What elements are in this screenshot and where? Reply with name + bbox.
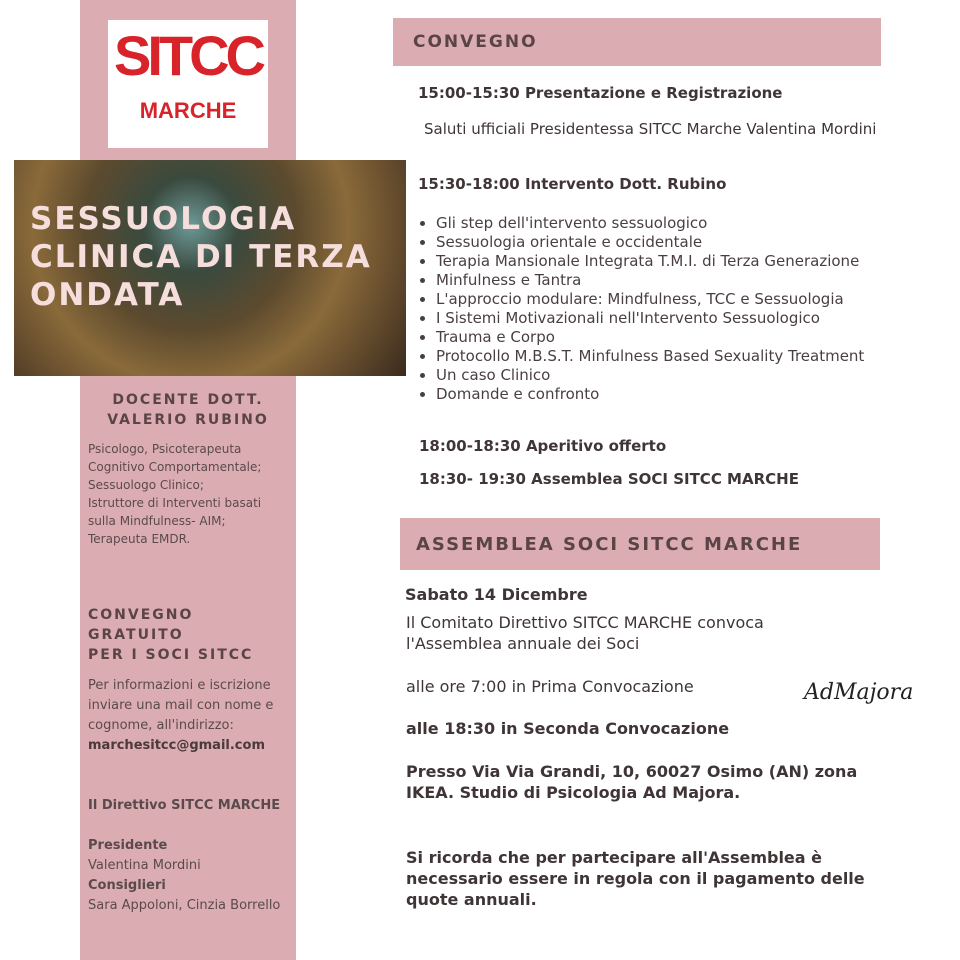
convegno-header-text: CONVEGNO — [413, 32, 538, 52]
free-title-line: PER I SOCI SITCC — [88, 647, 254, 663]
contact-text: Per informazioni e iscrizione inviare una mail con nome e cognome, all'indirizzo: — [88, 678, 274, 733]
schedule-slot: 15:30-18:00 Intervento Dott. Rubino — [418, 175, 727, 193]
councillors-label: Consiglieri — [88, 878, 166, 893]
board-title: Il Direttivo SITCC MARCHE — [88, 798, 281, 813]
topic-item: • Un caso Clinico — [436, 366, 938, 385]
convocation-text: Il Comitato Direttivo SITCC MARCHE convoca l'Assemblea annuale dei Soci — [406, 613, 764, 653]
councillors-names: Sara Appoloni, Cinzia Borrello — [88, 898, 281, 913]
assembly-date: Sabato 14 Dicembre — [405, 585, 588, 604]
logo-sub: MARCHE — [139, 98, 237, 123]
topic-item: • Minfulness e Tantra — [436, 271, 938, 290]
free-title-line: GRATUITO — [88, 627, 184, 643]
topic-item: • Trauma e Corpo — [436, 328, 938, 347]
bio-line: Cognitivo Comportamentale; — [88, 460, 262, 474]
teacher-title — [88, 390, 288, 430]
ad-majora-logo — [804, 680, 913, 705]
teacher-bio — [88, 440, 294, 548]
topic-item: • Protocollo M.B.S.T. Minfulness Based Sexuality Treatment — [436, 347, 938, 366]
hero-image — [14, 160, 406, 376]
topic-item: • Sessuologia orientale e occidentale — [436, 233, 938, 252]
greeting: Saluti ufficiali Presidentessa SITCC Marche Valentina Mordini — [424, 120, 877, 138]
schedule-slot: 18:30- 19:30 Assemblea SOCI SITCC MARCHE — [419, 470, 799, 488]
hero-title: SESSUOLOGIA CLINICA DI TERZA ONDATA — [30, 201, 372, 313]
second-call: alle 18:30 in Seconda Convocazione — [406, 719, 730, 738]
teacher-title-text: DOCENTE DOTT. VALERIO RUBINO — [107, 392, 269, 428]
schedule-slot: 18:00-18:30 Aperitivo offerto — [419, 437, 667, 455]
bio-line: Terapeuta EMDR. — [88, 532, 191, 546]
logo-main: SITCC — [114, 24, 262, 87]
bio-line: Psicologo, Psicoterapeuta — [88, 442, 242, 456]
first-call: alle ore 7:00 in Prima Convocazione — [406, 677, 694, 696]
sitcc-logo — [108, 20, 268, 148]
free-title-line: CONVEGNO — [88, 607, 194, 623]
president-label: Presidente — [88, 838, 168, 853]
contact-info — [88, 676, 294, 756]
topic-item: • I Sistemi Motivazionali nell'Intervento Sessuologico — [436, 309, 938, 328]
bio-line: Sessuologo Clinico; — [88, 478, 204, 492]
assemblea-header — [400, 518, 880, 570]
board — [88, 796, 294, 916]
topic-item: • Gli step dell'intervento sessuologico — [436, 214, 938, 233]
venue: Presso Via Via Grandi, 10, 60027 Osimo (AN) zona IKEA. Studio di Psicologia Ad Majora. — [406, 762, 858, 802]
contact-email[interactable]: marchesitcc@gmail.com — [88, 738, 265, 753]
topic-item: • L'approccio modulare: Mindfulness, TCC e Sessuologia — [436, 290, 938, 309]
president-name: Valentina Mordini — [88, 858, 201, 873]
free-event-title — [88, 605, 294, 665]
assemblea-header-text: ASSEMBLEA SOCI SITCC MARCHE — [416, 533, 803, 555]
topic-item: • Domande e confronto — [436, 385, 938, 404]
ad-majora-signature: AdMajora — [804, 680, 914, 705]
bio-line: Istruttore di Interventi basati — [88, 496, 262, 510]
convegno-header — [393, 18, 881, 66]
topics-list — [418, 214, 938, 404]
payment-note: Si ricorda che per partecipare all'Assemblea è necessario essere in regola con il pagamento delle quote annuali. — [406, 848, 865, 909]
bio-line: sulla Mindfulness- AIM; — [88, 514, 226, 528]
schedule-slot: 15:00-15:30 Presentazione e Registrazione — [418, 84, 783, 102]
topic-item: • Terapia Mansionale Integrata T.M.I. di Terza Generazione — [436, 252, 938, 271]
